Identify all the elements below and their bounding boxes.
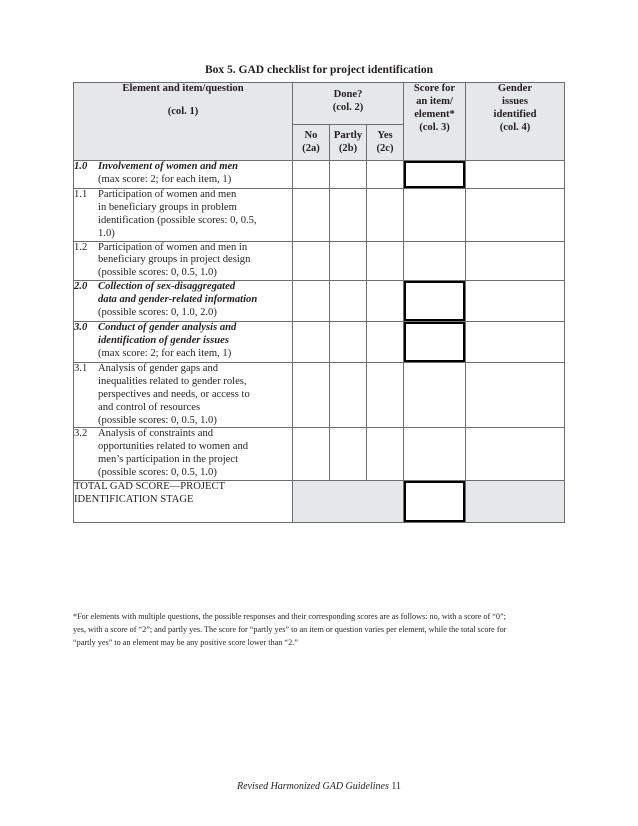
header-gender-line: issues xyxy=(502,95,528,107)
checklist-row xyxy=(74,241,565,281)
partly-cell[interactable] xyxy=(330,241,367,281)
checklist-row xyxy=(74,322,565,363)
score-cell[interactable] xyxy=(404,161,466,189)
item-desc-line: (possible scores: 0, 1.0, 2.0) xyxy=(98,307,217,319)
gad-checklist-table xyxy=(73,82,565,523)
total-gender-cell xyxy=(466,481,565,523)
item-desc-line: beneficiary groups in project design xyxy=(98,254,251,266)
item-cell xyxy=(74,161,293,189)
total-label-line: TOTAL GAD SCORE—PROJECT xyxy=(74,481,226,493)
item-text xyxy=(98,363,292,428)
item-number: 1.2 xyxy=(74,241,88,253)
total-score-box xyxy=(404,481,465,522)
header-gender-issues xyxy=(466,83,565,161)
header-element-col: (col. 1) xyxy=(167,105,199,117)
score-box xyxy=(404,161,465,188)
footnote-line: yes, with a score of “2”; and partly yes. The score for “partly yes” to an item or question varies per element, while the total score for xyxy=(73,625,507,635)
item-number: 3.2 xyxy=(74,428,88,440)
header-partly xyxy=(330,125,367,161)
item-title-line: data and gender-related information xyxy=(98,294,258,306)
checklist-row xyxy=(74,362,565,428)
item-text xyxy=(98,242,292,281)
item-number: 3.0 xyxy=(74,322,88,334)
item-title-line: Collection of sex-disaggregated xyxy=(98,281,236,293)
item-desc-line: (possible scores: 0, 0.5, 1.0) xyxy=(98,414,217,426)
item-cell xyxy=(74,322,293,363)
header-partly-col: (2b) xyxy=(338,142,358,154)
yes-cell[interactable] xyxy=(367,281,404,322)
score-box xyxy=(404,281,465,321)
no-cell[interactable] xyxy=(293,362,330,428)
checklist-row xyxy=(74,161,565,189)
yes-cell[interactable] xyxy=(367,241,404,281)
partly-cell[interactable] xyxy=(330,188,367,241)
item-number: 1.0 xyxy=(74,161,88,172)
score-cell[interactable] xyxy=(404,428,466,481)
item-desc-line: and control of resources xyxy=(98,401,201,413)
item-desc-line: Participation of women and men in xyxy=(98,241,248,253)
yes-cell[interactable] xyxy=(367,161,404,189)
item-text xyxy=(98,281,292,320)
item-desc-line: Analysis of gender gaps and xyxy=(98,362,219,374)
checklist-row xyxy=(74,281,565,322)
item-desc-line: in beneficiary groups in problem xyxy=(98,201,237,213)
page-number: 11 xyxy=(391,781,402,792)
header-score-col: (col. 3) xyxy=(419,121,450,133)
item-desc-line: inequalities related to gender roles, xyxy=(98,375,247,387)
header-done xyxy=(293,83,404,125)
item-cell xyxy=(74,281,293,322)
header-partly-label: Partly xyxy=(333,129,363,141)
no-cell[interactable] xyxy=(293,281,330,322)
item-title-line: identification of gender issues xyxy=(98,334,229,346)
total-label xyxy=(74,481,293,523)
header-score xyxy=(404,83,466,161)
total-label-line: IDENTIFICATION STAGE xyxy=(74,494,194,506)
yes-cell[interactable] xyxy=(367,188,404,241)
score-cell[interactable] xyxy=(404,322,466,363)
score-box xyxy=(404,322,465,362)
checklist-row xyxy=(74,188,565,241)
header-no xyxy=(293,125,330,161)
gender-issues-cell[interactable] xyxy=(466,362,565,428)
gender-issues-cell[interactable] xyxy=(466,161,565,189)
item-desc-line: perspectives and needs, or access to xyxy=(98,388,250,400)
header-gender-line: identified xyxy=(493,108,537,120)
item-desc-line: 1.0) xyxy=(98,227,115,239)
page-footer xyxy=(0,781,638,792)
partly-cell[interactable] xyxy=(330,281,367,322)
header-done-col: (col. 2) xyxy=(332,101,364,113)
box-title: Box 5. GAD checklist for project identification xyxy=(205,64,433,76)
item-desc-line: men’s participation in the project xyxy=(98,454,239,466)
item-cell xyxy=(74,241,293,281)
partly-cell[interactable] xyxy=(330,322,367,363)
item-number: 3.1 xyxy=(74,362,88,374)
score-cell[interactable] xyxy=(404,362,466,428)
header-yes-col: (2c) xyxy=(376,142,394,154)
header-score-line: an item/ xyxy=(416,95,453,107)
score-cell[interactable] xyxy=(404,188,466,241)
header-no-label: No xyxy=(304,129,318,141)
partly-cell[interactable] xyxy=(330,428,367,481)
item-text xyxy=(98,428,292,480)
gender-issues-cell[interactable] xyxy=(466,428,565,481)
total-row xyxy=(74,481,565,523)
header-no-col: (2a) xyxy=(302,142,320,154)
item-cell xyxy=(74,188,293,241)
footnote-line: *For elements with multiple questions, the possible responses and their corresponding scores are as follows: no, with a score of “0”; xyxy=(73,612,506,621)
footnote-line: “partly yes” to an element may be any positive score lower than “2.” xyxy=(73,638,298,648)
yes-cell[interactable] xyxy=(367,428,404,481)
item-desc-line: (possible scores: 0, 0.5, 1.0) xyxy=(98,467,217,479)
item-cell xyxy=(74,362,293,428)
total-score-cell[interactable] xyxy=(404,481,466,523)
gender-issues-cell[interactable] xyxy=(466,188,565,241)
no-cell[interactable] xyxy=(293,428,330,481)
item-text xyxy=(98,161,292,187)
no-cell[interactable] xyxy=(293,322,330,363)
item-desc-line: identification (possible scores: 0, 0.5, xyxy=(98,214,257,226)
no-cell[interactable] xyxy=(293,241,330,281)
item-desc-line: opportunities related to women and xyxy=(98,441,249,453)
item-desc-line: (max score: 2; for each item, 1) xyxy=(98,173,232,185)
partly-cell[interactable] xyxy=(330,362,367,428)
item-desc-line: Analysis of constraints and xyxy=(98,428,214,440)
score-cell[interactable] xyxy=(404,241,466,281)
item-cell xyxy=(74,428,293,481)
header-element xyxy=(74,83,293,161)
header-yes xyxy=(367,125,404,161)
item-desc-line: (max score: 2; for each item, 1) xyxy=(98,347,232,359)
header-gender-line: Gender xyxy=(497,83,533,94)
no-cell[interactable] xyxy=(293,161,330,189)
yes-cell[interactable] xyxy=(367,322,404,363)
item-desc-line: (possible scores: 0, 0.5, 1.0) xyxy=(98,267,217,279)
footer-title: Revised Harmonized GAD Guidelines xyxy=(236,781,389,792)
footnote xyxy=(73,610,568,649)
no-cell[interactable] xyxy=(293,188,330,241)
gender-issues-cell[interactable] xyxy=(466,281,565,322)
item-title-line: Conduct of gender analysis and xyxy=(98,322,237,334)
header-score-line: Score for xyxy=(413,83,456,94)
header-element-label: Element and item/question xyxy=(122,83,244,94)
item-number: 2.0 xyxy=(74,281,88,293)
item-number: 1.1 xyxy=(74,188,88,200)
header-done-label: Done? xyxy=(333,89,363,100)
total-done-cell xyxy=(293,481,404,523)
header-score-line: element* xyxy=(414,108,455,120)
header-yes-label: Yes xyxy=(377,129,393,141)
gender-issues-cell[interactable] xyxy=(466,241,565,281)
gender-issues-cell[interactable] xyxy=(466,322,565,363)
item-desc-line: Participation of women and men xyxy=(98,188,237,200)
checklist-row xyxy=(74,428,565,481)
header-gender-col: (col. 4) xyxy=(499,121,531,133)
item-text xyxy=(98,189,292,241)
yes-cell[interactable] xyxy=(367,362,404,428)
score-cell[interactable] xyxy=(404,281,466,322)
item-title-line: Involvement of women and men xyxy=(98,161,239,172)
item-text xyxy=(98,322,292,361)
partly-cell[interactable] xyxy=(330,161,367,189)
